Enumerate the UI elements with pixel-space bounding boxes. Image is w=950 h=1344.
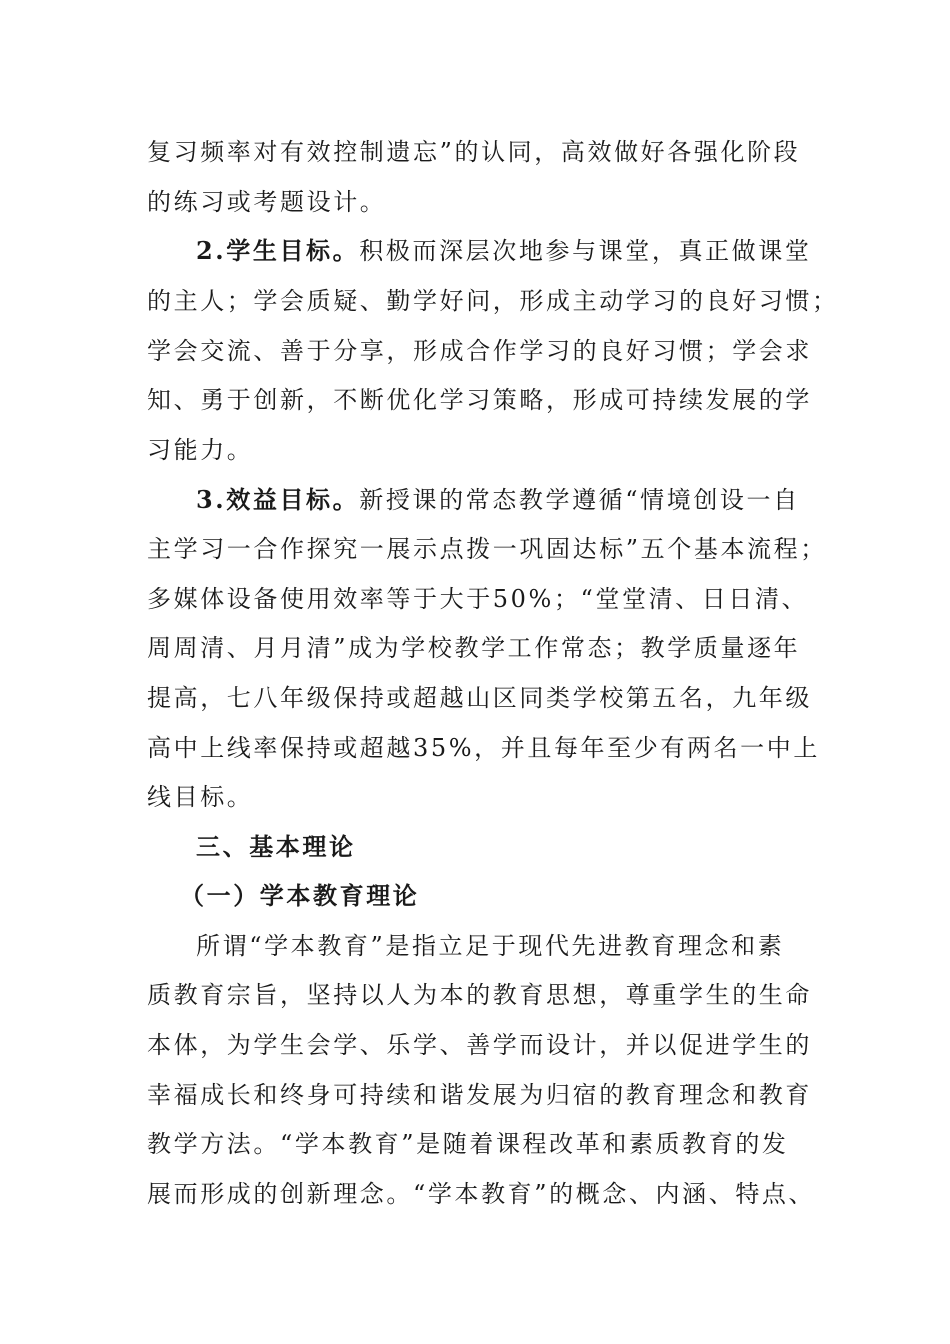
body-text-line: 所谓“学本教育”是指立足于现代先进教育理念和素 xyxy=(196,932,785,960)
body-text-line: 线目标。 xyxy=(147,783,254,811)
body-text-line: 学会交流、善于分享，形成合作学习的良好习惯；学会求 xyxy=(147,337,812,365)
body-text-line: 主学习一合作探究一展示点拨一巩固达标”五个基本流程； xyxy=(147,535,827,563)
body-text-line: 展而形成的创新理念。“学本教育”的概念、内涵、特点、 xyxy=(147,1180,816,1208)
body-text-line: 质教育宗旨，坚持以人为本的教育思想，尊重学生的生命 xyxy=(147,981,812,1009)
subsection-heading: （一）学本教育理论 xyxy=(180,881,420,910)
body-text: 新授课的常态教学遵循“情境创设一自 xyxy=(359,486,800,514)
body-text-line: 幸福成长和终身可持续和谐发展为归宿的教育理念和教育 xyxy=(147,1081,812,1109)
body-text-line: 的练习或考题设计。 xyxy=(147,188,387,216)
body-text-line: 复习频率对有效控制遗忘”的认同，高效做好各强化阶段 xyxy=(147,138,801,166)
body-text-line: 高中上线率保持或超越35%，并且每年至少有两名一中上 xyxy=(147,734,820,762)
body-text-line: 周周清、月月清”成为学校教学工作常态；教学质量逐年 xyxy=(147,634,801,662)
body-text-line: 多媒体设备使用效率等于大于50%；“堂堂清、日日清、 xyxy=(147,585,809,613)
paragraph-student-goals xyxy=(196,229,811,273)
paragraph-lead: 3.效益目标。 xyxy=(196,485,360,514)
paragraph-lead: 2.学生目标。 xyxy=(196,236,360,265)
body-text-line: 提高，七八年级保持或超越山区同类学校第五名，九年级 xyxy=(147,684,812,712)
body-text-line: 知、勇于创新，不断优化学习策略，形成可持续发展的学 xyxy=(147,386,812,414)
body-text: 积极而深层次地参与课堂，真正做课堂 xyxy=(359,237,812,265)
body-text-line: 本体，为学生会学、乐学、善学而设计，并以促进学生的 xyxy=(147,1031,812,1059)
paragraph-benefit-goals xyxy=(196,478,800,522)
body-text-line: 的主人；学会质疑、勤学好问，形成主动学习的良好习惯； xyxy=(147,287,839,315)
section-heading: 三、基本理论 xyxy=(196,832,356,861)
body-text-line: 教学方法。“学本教育”是随着课程改革和素质教育的发 xyxy=(147,1130,789,1158)
body-text-line: 习能力。 xyxy=(147,436,254,464)
